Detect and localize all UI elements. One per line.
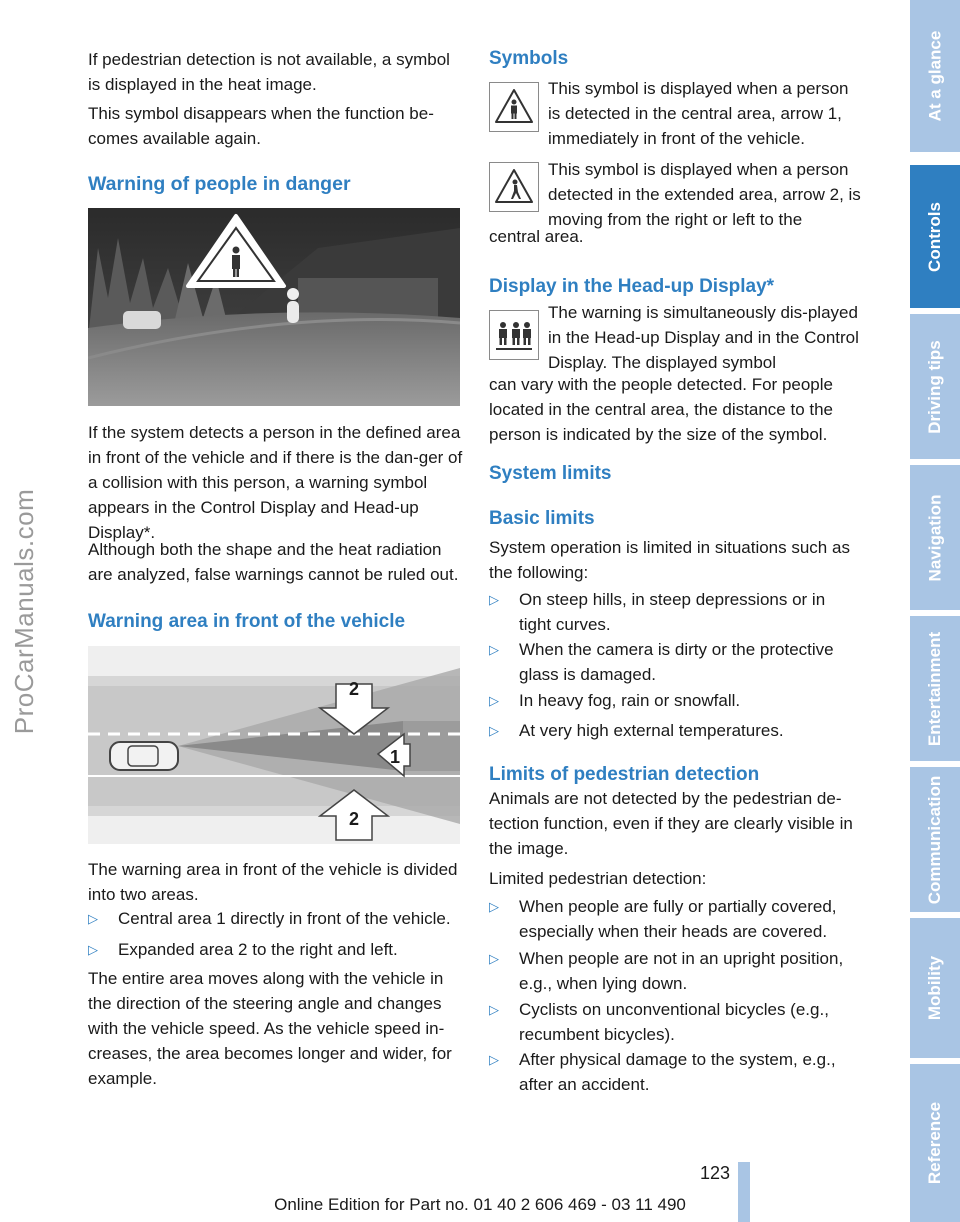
- multiple-people-icon: [490, 311, 538, 359]
- heading-system-limits: System limits: [489, 463, 612, 484]
- page-number: 123: [700, 1163, 731, 1183]
- pedestrian-limit-item: ▷ When people are fully or partially covered, especially when their heads are covered.: [489, 894, 861, 944]
- bullet-triangle-icon: ▷: [489, 723, 499, 738]
- area-moves-paragraph: The entire area moves along with the vehicle in the direction of the steering angle and changes with the vehicle speed. As the vehicle speed in-creases, the area becomes longer and wider, for example.: [88, 969, 452, 1088]
- bullet-triangle-icon: ▷: [489, 592, 499, 607]
- basic-limit-item: ▷ When the camera is dirty or the protective glass is damaged.: [489, 637, 861, 687]
- bullet-expanded-area: ▷ Expanded area 2 to the right and left.: [88, 937, 466, 962]
- heading-warning-area: Warning area in front of the vehicle: [88, 611, 406, 632]
- diagram-label-1: 1: [390, 747, 401, 767]
- person-moving-symbol: [489, 162, 539, 212]
- basic-limits-paragraph: System operation is limited in situations such as the following:: [489, 538, 850, 582]
- intro-paragraph-1: If pedestrian detection is not available, a symbol is displayed in the heat image.: [88, 50, 450, 94]
- symbol-moving-text-cont: central area.: [489, 227, 584, 246]
- tab-mobility[interactable]: Mobility: [910, 918, 960, 1058]
- basic-limit-item: ▷ At very high external temperatures.: [489, 718, 861, 743]
- limited-detection-label: Limited pedestrian detection:: [489, 869, 707, 888]
- heading-warning-people: Warning of people in danger: [88, 173, 351, 195]
- basic-limit-item: ▷ On steep hills, in steep depressions or in tight curves.: [489, 587, 861, 637]
- pedestrian-limit-item: ▷ When people are not in an upright position, e.g., when lying down.: [489, 946, 861, 996]
- tab-controls[interactable]: Controls: [910, 165, 960, 308]
- divided-paragraph: The warning area in front of the vehicle is divided into two areas.: [88, 860, 458, 904]
- animals-paragraph: Animals are not detected by the pedestrian de-tection function, even if they are clearly visible in the image.: [489, 789, 853, 858]
- warning-area-diagram: [88, 646, 460, 844]
- bullet-triangle-icon: ▷: [489, 1052, 499, 1067]
- bullet-triangle-icon: ▷: [489, 693, 499, 708]
- bullet-triangle-icon: ▷: [489, 899, 499, 914]
- thermal-image: [88, 208, 460, 406]
- tab-at-a-glance[interactable]: At a glance: [910, 0, 960, 152]
- basic-limit-item: ▷ In heavy fog, rain or snowfall.: [489, 688, 861, 713]
- bullet-triangle-icon: ▷: [88, 911, 98, 926]
- hud-people-symbol: [489, 310, 539, 360]
- pedestrian-limit-item: ▷ After physical damage to the system, e.g., after an accident.: [489, 1047, 861, 1097]
- hud-text-cont: can vary with the people detected. For people located in the central area, the distance to the person is indicated by the size of the symbol.: [489, 375, 834, 444]
- bullet-triangle-icon: ▷: [88, 942, 98, 957]
- tab-reference[interactable]: Reference: [910, 1064, 960, 1222]
- diagram-label-2-top: 2: [349, 679, 360, 699]
- thermal-image-figure: [88, 208, 460, 406]
- warning-walking-person-icon: [490, 163, 538, 211]
- warning-area-svg: [88, 646, 460, 844]
- person-central-symbol: [489, 82, 539, 132]
- detection-paragraph: If the system detects a person in the defined area in front of the vehicle and if there is the dan-ger of a collision with this person, a warning symbol appears in the Control Display and Head-up Display*.: [88, 423, 463, 542]
- footer-edition: Online Edition for Part no. 01 40 2 606 469 - 03 11 490: [274, 1195, 686, 1214]
- pedestrian-limit-item: ▷ Cyclists on unconventional bicycles (e.g., recumbent bicycles).: [489, 997, 861, 1047]
- tab-entertainment[interactable]: Entertainment: [910, 616, 960, 761]
- symbol-central-text: This symbol is displayed when a person is detected in the central area, arrow 1, immediately in front of the vehicle.: [548, 79, 849, 148]
- bullet-triangle-icon: ▷: [489, 1002, 499, 1017]
- symbol-moving-text: This symbol is displayed when a person detected in the extended area, arrow 2, is moving from the right or left to the: [548, 160, 861, 229]
- heading-hud: Display in the Head-up Display*: [489, 276, 775, 297]
- bullet-triangle-icon: ▷: [489, 642, 499, 657]
- tab-navigation[interactable]: Navigation: [910, 465, 960, 610]
- intro-paragraph-2: This symbol disappears when the function be-comes available again.: [88, 104, 434, 148]
- heading-pedestrian-limits: Limits of pedestrian detection: [489, 764, 760, 785]
- tab-communication[interactable]: Communication: [910, 767, 960, 912]
- chapter-tabs: [900, 0, 960, 1222]
- warning-person-icon: [490, 83, 538, 131]
- diagram-label-2-bottom: 2: [349, 809, 360, 829]
- false-warning-paragraph: Although both the shape and the heat radiation are analyzed, false warnings cannot be ruled out.: [88, 540, 459, 584]
- watermark-text: ProCarManuals.com: [9, 488, 40, 734]
- heading-basic-limits: Basic limits: [489, 508, 595, 529]
- watermark: [0, 0, 50, 1222]
- bullet-triangle-icon: ▷: [489, 951, 499, 966]
- hud-text: The warning is simultaneously dis-played in the Head-up Display and in the Control Display. The displayed symbol: [548, 303, 859, 372]
- tab-driving-tips[interactable]: Driving tips: [910, 314, 960, 459]
- heading-symbols: Symbols: [489, 48, 569, 69]
- bullet-central-area: ▷ Central area 1 directly in front of the vehicle.: [88, 906, 466, 931]
